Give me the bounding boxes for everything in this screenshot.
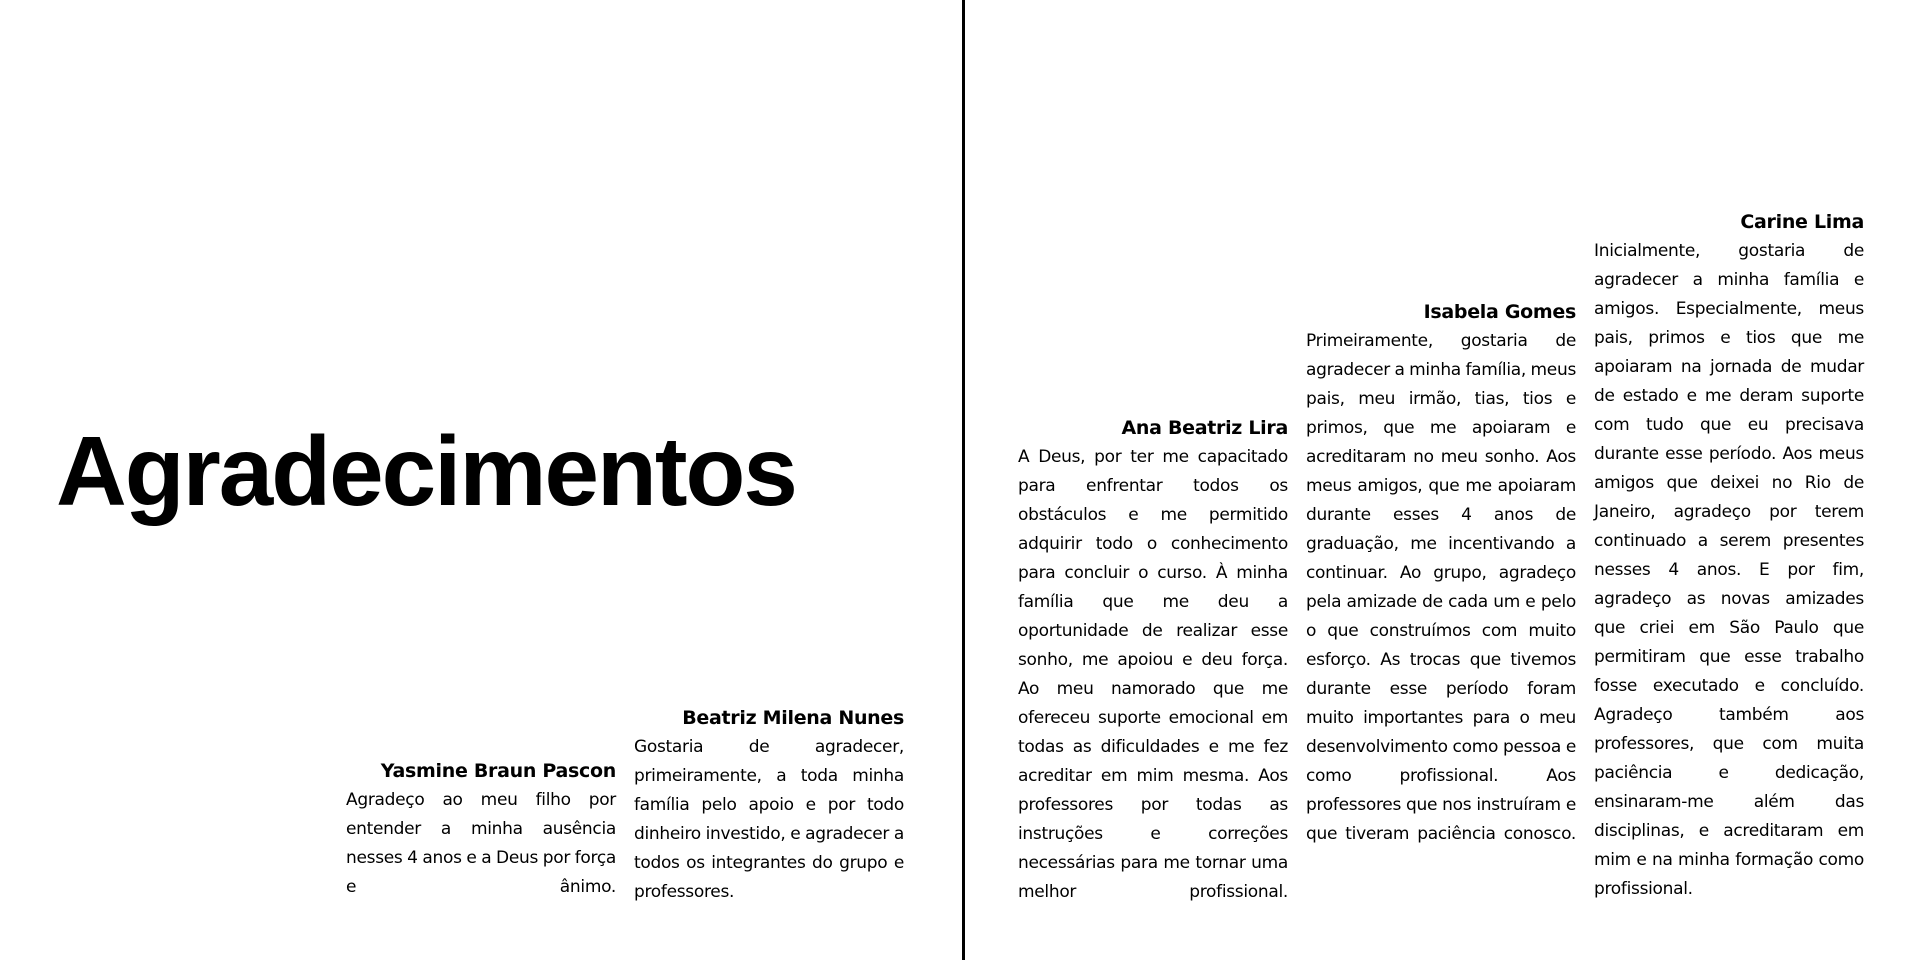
acknowledgment-text: Agradeço ao meu filho por entender a minha ausência nesses 4 anos e a Deus por força e ânimo. [346,790,616,897]
acknowledgment-text: Gostaria de agradecer, primeiramente, a toda minha família pelo apoio e por todo dinheiro investido, e agradecer a todos os integrantes do grupo e professores. [634,737,904,902]
acknowledgment-text: Primeiramente, gostaria de agradecer a minha família, meus pais, meu irmão, tias, tios e primos, que me apoiaram e acreditaram no meu sonho. Aos meus amigos, que me apoiaram durante esses 4 anos de graduação, me incentivando a continuar. Ao grupo, agradeço pela amizade de cada um e pelo o que construímos com muito esforço. As trocas que tivemos durante esse período foram muito importantes para o meu desenvolvimento como pessoa e como profissional. Aos professores que nos instruíram e que tiveram paciência conosco. [1306,331,1576,844]
acknowledgment-text: Inicialmente, gostaria de agradecer a minha família e amigos. Especialmente, meus pais, primos e tios que me apoiaram na jornada de mudar de estado e me deram suporte com tudo que eu precisava durante esse período. Aos meus amigos que deixei no Rio de Janeiro, agradeço por terem continuado a serem presentes nesses 4 anos. E por fim, agradeço as novas amizades que criei em São Paulo que permitiram que esse trabalho fosse executado e concluído. Agradeço também aos professores, que com muita paciência e dedicação, ensinaram-me além das disciplinas, e acreditaram em mim e na minha formação como profissional. [1594,241,1864,899]
acknowledgment-carine [1594,208,1864,904]
page-title: Agradecimentos [56,416,796,526]
acknowledgment-yasmine [346,757,616,902]
page-divider [962,0,965,960]
acknowledgment-text: A Deus, por ter me capacitado para enfrentar todos os obstáculos e me permitido adquirir todo o conhecimento para concluir o curso. À minha família que me deu a oportunidade de realizar esse sonho, me apoiou e deu força. Ao meu namorado que me ofereceu suporte emocional em todas as dificuldades e me fez acreditar em mim mesma. Aos professores por todas as instruções e correções necessárias para me tornar uma melhor profissional. [1018,447,1288,902]
acknowledgment-author: Carine Lima [1740,211,1864,233]
acknowledgment-beatriz [634,704,904,907]
acknowledgment-author: Isabela Gomes [1423,301,1576,323]
acknowledgment-author: Yasmine Braun Pascon [380,760,616,782]
acknowledgment-author: Ana Beatriz Lira [1121,417,1288,439]
acknowledgment-author: Beatriz Milena Nunes [682,707,904,729]
acknowledgment-ana [1018,414,1288,907]
acknowledgment-isabela [1306,298,1576,849]
